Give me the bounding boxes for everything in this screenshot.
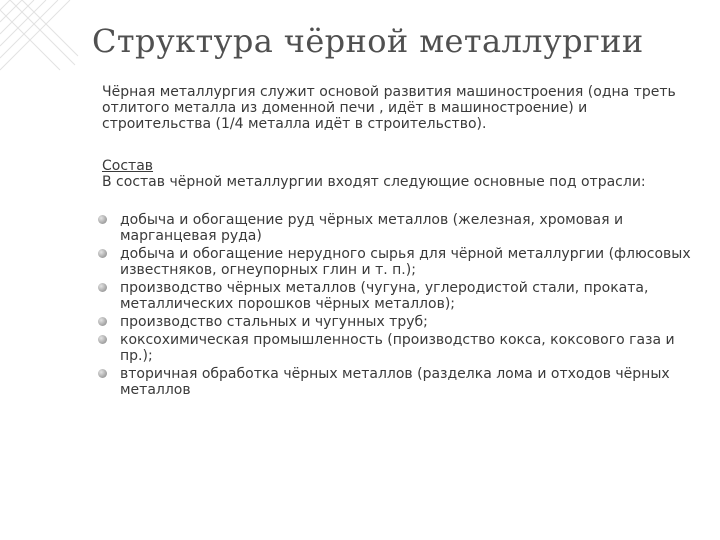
- bullet-icon: [98, 335, 107, 344]
- bullet-icon: [98, 369, 107, 378]
- corner-pattern-decoration: [0, 0, 80, 80]
- list-item-text: вторичная обработка чёрных металлов (разделка лома и отходов чёрных металлов: [120, 366, 670, 398]
- list-item-text: добыча и обогащение руд чёрных металлов (железная, хромовая и марганцевая руда): [120, 212, 624, 244]
- list-item-text: производство стальных и чугунных труб;: [120, 314, 428, 330]
- list-item-text: производство чёрных металлов (чугуна, углеродистой стали, проката, металлических порошков чёрных металлов);: [120, 280, 649, 312]
- list-item-text: коксохимическая промышленность (производство кокса, коксового газа и пр.);: [120, 332, 675, 364]
- slide-content: [102, 84, 692, 400]
- bullet-icon: [98, 317, 107, 326]
- intro-paragraph: Чёрная металлургия служит основой развития машиностроения (одна треть отлитого металла из доменной печи , идёт в машиностроение) и строительства (1/4 металла идёт в строительство).: [102, 84, 676, 132]
- list-item: [98, 212, 692, 244]
- list-item: [98, 332, 692, 364]
- list-item: [98, 366, 692, 398]
- bullet-icon: [98, 283, 107, 292]
- industry-list: [102, 212, 692, 398]
- slide-title: Структура чёрной металлургии: [92, 22, 644, 60]
- list-item: [98, 280, 692, 312]
- list-item: [98, 314, 692, 330]
- bullet-icon: [98, 249, 107, 258]
- section-title: Состав: [102, 158, 154, 174]
- section-text: В состав чёрной металлургии входят следующие основные под отрасли:: [102, 174, 646, 190]
- list-item-text: добыча и обогащение нерудного сырья для чёрной металлургии (флюсовых известняков, огнеупорных глин и т. п.);: [120, 246, 691, 278]
- list-item: [98, 246, 692, 278]
- bullet-icon: [98, 215, 107, 224]
